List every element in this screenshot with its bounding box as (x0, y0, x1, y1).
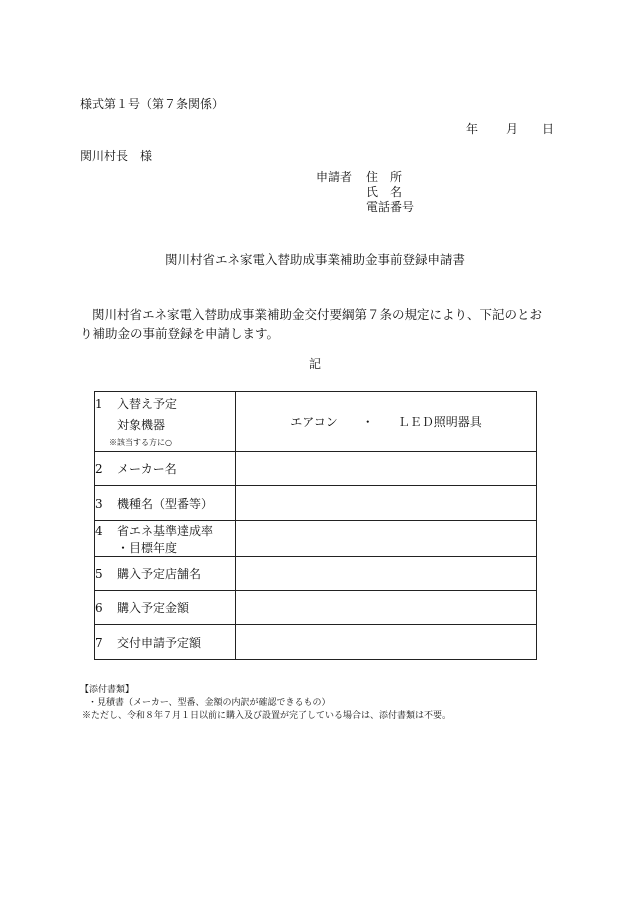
applicant-address-label: 住 所 (366, 170, 403, 184)
table-row (95, 392, 537, 452)
row-2-value[interactable] (236, 452, 537, 486)
application-table (94, 391, 537, 660)
attachments-note: ※ただし、令和８年７月１日以前に購入及び設置が完了している場合は、添付書類は不要。 (82, 711, 452, 721)
row-3-value[interactable] (236, 486, 537, 521)
applicant-name-label: 氏 名 (366, 185, 403, 199)
row-1-label: 1 入替え予定 対象機器 ※該当する方に○ (95, 392, 236, 452)
applicant-label: 申請者 (316, 170, 353, 184)
row-1-note: ※該当する方に○ (109, 438, 172, 447)
row-3-label: 3 機種名（型番等） (95, 486, 236, 521)
addressee: 関川村長 様 (80, 149, 153, 163)
body-paragraph: 関川村省エネ家電入替助成事業補助金交付要綱第７条の規定により、下記のとおり補助金の事前登録を申請します。 (80, 307, 543, 341)
date-month-label: 月 (506, 122, 519, 136)
table-row (95, 521, 537, 557)
row-7-value[interactable] (236, 625, 537, 660)
date-year-label: 年 (466, 122, 479, 136)
table-row (95, 452, 537, 486)
ki-marker: 記 (308, 357, 321, 371)
row-1-value[interactable]: エアコン ・ ＬＥＤ照明器具 (236, 392, 537, 452)
date-day-label: 日 (542, 122, 555, 136)
row-5-label: 5 購入予定店舗名 (95, 557, 236, 591)
row-2-label: 2 メーカー名 (95, 452, 236, 486)
attachments-item: ・見積書（メーカー、型番、金額の内訳が確認できるもの） (88, 698, 331, 708)
table-row (95, 591, 537, 625)
table-row (95, 486, 537, 521)
row-5-value[interactable] (236, 557, 537, 591)
form-number: 様式第１号（第７条関係） (80, 97, 225, 111)
row-4-label: 4 省エネ基準達成率 ・目標年度 (95, 521, 236, 557)
applicant-phone-label: 電話番号 (366, 200, 415, 214)
row-6-value[interactable] (236, 591, 537, 625)
table-row (95, 625, 537, 660)
document-title: 関川村省エネ家電入替助成事業補助金事前登録申請書 (164, 252, 465, 267)
applicant-block (316, 170, 414, 215)
row-7-label: 7 交付申請予定額 (95, 625, 236, 660)
attachments-heading: 【添付書類】 (80, 685, 135, 695)
row-6-label: 6 購入予定金額 (95, 591, 236, 625)
date-line (466, 120, 554, 137)
table-row (95, 557, 537, 591)
row-4-value[interactable] (236, 521, 537, 557)
attachments-section (80, 684, 451, 723)
